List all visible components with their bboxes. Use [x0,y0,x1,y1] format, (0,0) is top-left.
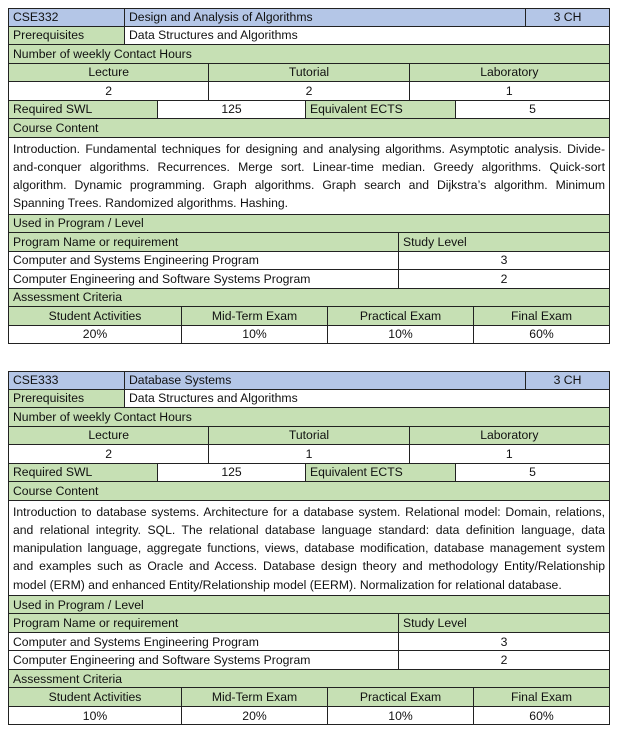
program-columns-row [8,233,610,252]
course-code: CSE333 [9,372,124,389]
required-swl-value: 125 [157,101,305,119]
assessment-values-row [8,707,610,726]
program-level: 2 [398,651,609,669]
course-table-cse332 [8,8,610,344]
required-swl-label: Required SWL [9,464,157,482]
tutorial-label: Tutorial [208,64,408,82]
program-name: Computer and Systems Engineering Program [9,252,398,270]
study-level-label: Study Level [398,614,609,632]
mid-term-exam-label: Mid-Term Exam [181,688,327,706]
used-in-program-label: Used in Program / Level [9,215,609,233]
prerequisites-label: Prerequisites [9,27,124,45]
hours-labels-row [8,64,610,83]
laboratory-hours: 1 [409,445,609,463]
assessment-values-row [8,326,610,345]
assessment-criteria-label: Assessment Criteria [9,289,609,307]
contact-hours-label: Number of weekly Contact Hours [9,45,609,63]
lecture-label: Lecture [9,64,208,82]
program-name-label: Program Name or requirement [9,614,398,632]
final-exam-value: 60% [473,326,609,344]
mid-term-exam-label: Mid-Term Exam [181,307,327,325]
student-activities-label: Student Activities [9,307,181,325]
prerequisites-value: Data Structures and Algorithms [124,27,609,45]
practical-exam-label: Practical Exam [327,688,473,706]
hours-values-row [8,82,610,101]
required-swl-value: 125 [157,464,305,482]
mid-term-exam-value: 10% [181,326,327,344]
prerequisites-row [8,390,610,409]
lecture-label: Lecture [9,427,208,445]
course-content-row [8,501,610,596]
swl-ects-row [8,464,610,483]
course-header-row [8,8,610,27]
mid-term-exam-value: 20% [181,707,327,725]
program-name: Computer and Systems Engineering Program [9,633,398,651]
equivalent-ects-label: Equivalent ECTS [305,464,455,482]
final-exam-label: Final Exam [473,688,609,706]
equivalent-ects-value: 5 [455,464,609,482]
swl-ects-row [8,101,610,120]
equivalent-ects-label: Equivalent ECTS [305,101,455,119]
laboratory-label: Laboratory [409,427,609,445]
course-content-label: Course Content [9,119,609,137]
required-swl-label: Required SWL [9,101,157,119]
contact-hours-header [8,408,610,427]
final-exam-value: 60% [473,707,609,725]
student-activities-value: 20% [9,326,181,344]
used-in-program-header [8,215,610,234]
tutorial-hours: 1 [208,445,408,463]
practical-exam-value: 10% [327,326,473,344]
assessment-header [8,289,610,308]
assessment-header [8,670,610,689]
contact-hours-label: Number of weekly Contact Hours [9,408,609,426]
course-title: Design and Analysis of Algorithms [124,9,525,26]
tutorial-hours: 2 [208,82,408,100]
assessment-labels-row [8,307,610,326]
prerequisites-row [8,27,610,46]
assessment-labels-row [8,688,610,707]
course-content-header [8,482,610,501]
hours-labels-row [8,427,610,446]
program-row [8,252,610,271]
program-row [8,651,610,670]
program-columns-row [8,614,610,633]
course-title: Database Systems [124,372,525,389]
credit-hours: 3 CH [525,9,609,26]
prerequisites-label: Prerequisites [9,390,124,408]
course-code: CSE332 [9,9,124,26]
laboratory-label: Laboratory [409,64,609,82]
lecture-hours: 2 [9,82,208,100]
course-content-text: Introduction to database systems. Architecture for a database system. Relational model: Domain, relations, and relational integrity. SQL. The relational database language standard: data definition language, data manipulation language, aggregate functions, views, database modification, database management system and examples such as Oracle and Access. Database design theory and methodology Entity/Relationship model (ERM) and enhanced Entity/Relationship model (EERM). Normalization for relational database. [9,501,609,595]
used-in-program-label: Used in Program / Level [9,596,609,614]
contact-hours-header [8,45,610,64]
student-activities-label: Student Activities [9,688,181,706]
final-exam-label: Final Exam [473,307,609,325]
course-content-header [8,119,610,138]
course-header-row [8,371,610,390]
course-table-cse333 [8,371,610,725]
practical-exam-label: Practical Exam [327,307,473,325]
course-content-row [8,138,610,215]
prerequisites-value: Data Structures and Algorithms [124,390,609,408]
tutorial-label: Tutorial [208,427,408,445]
course-content-label: Course Content [9,482,609,500]
program-name: Computer Engineering and Software Systems Program [9,270,398,288]
program-name: Computer Engineering and Software Systems Program [9,651,398,669]
program-row [8,270,610,289]
program-level: 2 [398,270,609,288]
study-level-label: Study Level [398,233,609,251]
practical-exam-value: 10% [327,707,473,725]
program-row [8,633,610,652]
used-in-program-header [8,596,610,615]
laboratory-hours: 1 [409,82,609,100]
student-activities-value: 10% [9,707,181,725]
program-level: 3 [398,252,609,270]
equivalent-ects-value: 5 [455,101,609,119]
hours-values-row [8,445,610,464]
program-level: 3 [398,633,609,651]
course-content-text: Introduction. Fundamental techniques for designing and analysing algorithms. Asymptotic analysis. Divide-and-conquer algorithms. Recurrences. Merge sort. Linear-time median. Greedy algorithms. Quick-sort algorithm. Dynamic programming. Graph algorithms. Graph search and Dijkstra’s algorithm. Minimum Spanning Trees. Randomized algorithms. Hashing. [9,138,609,214]
credit-hours: 3 CH [525,372,609,389]
lecture-hours: 2 [9,445,208,463]
program-name-label: Program Name or requirement [9,233,398,251]
assessment-criteria-label: Assessment Criteria [9,670,609,688]
